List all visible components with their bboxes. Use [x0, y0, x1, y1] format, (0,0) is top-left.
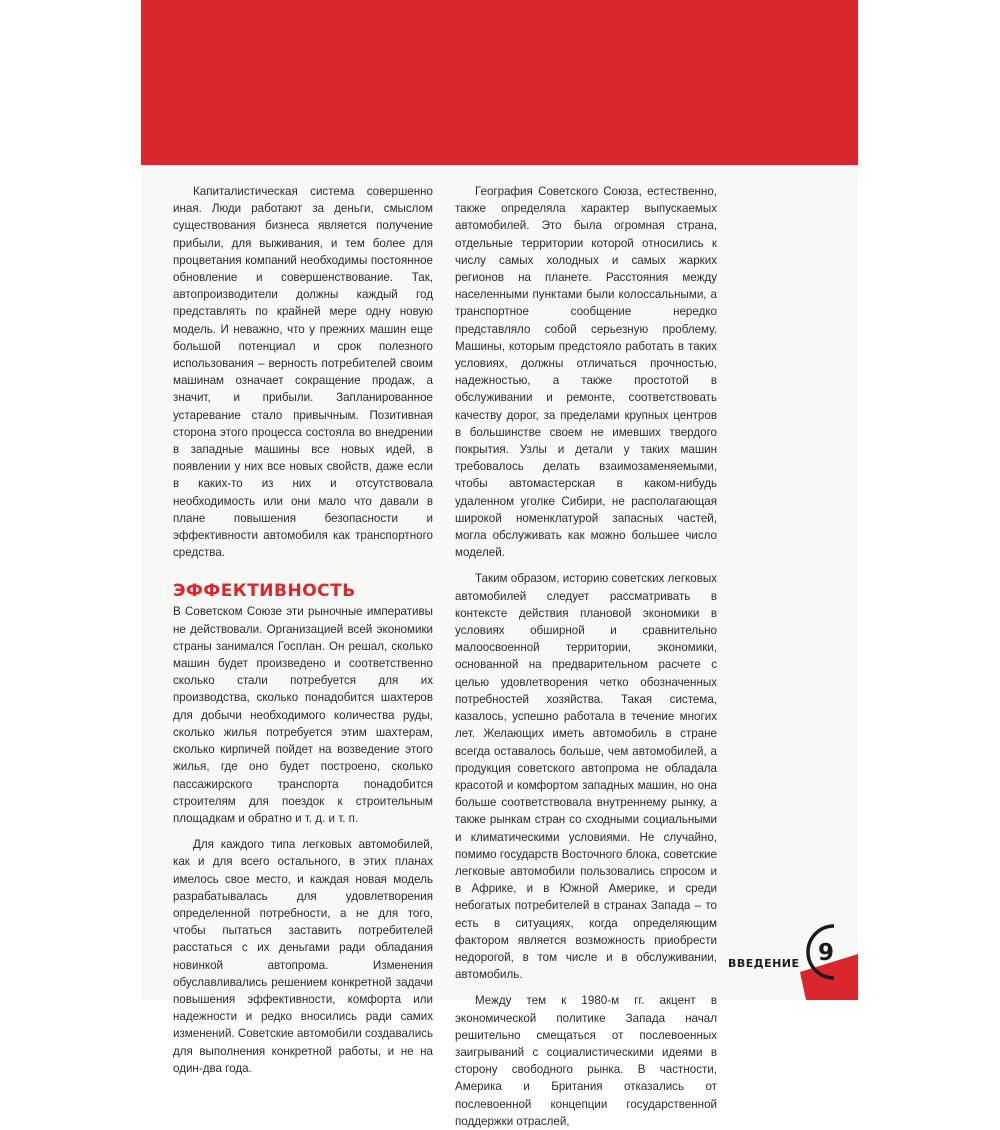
header-red-band	[141, 0, 858, 165]
section-heading: ЭФФЕКТИВНОСТЬ	[173, 581, 356, 602]
section-label: ВВЕДЕНИЕ	[728, 957, 800, 970]
body-paragraph: Таким образом, историю советских легковых автомобилей следует рассматривать в контексте действия плановой экономики в условиях обширной и сравнительно малоосвоенной территории, экономики, основанной на предварительном расчете с целью удовлетворения четко обозначенных потребностей хозяйства. Такая система, казалось, успешно работала в течение многих лет. Желающих иметь автомобиль в стране всегда оставалось больше, чем автомобилей, а продукция советского автопрома не обладала красотой и комфортом западных машин, но она больше соответствовала внутреннему рынку, а также рынкам стран со сходными социальными и климатическими условиями. Не случайно, помимо государств Восточного блока, советские легковые автомобили пользовались спросом и в Африке, и в Южной Америке, и среди небогатых потребителей в странах Запада – то есть в ситуациях, когда определяющим фактором является возможность приобрести недорогой, в том числе и в обслуживании, автомобиль.	[455, 572, 717, 982]
left-column	[173, 183, 433, 1077]
body-paragraph: Капиталистическая система совершенно иная. Люди работают за деньги, смыслом существования бизнеса является получение прибыли, для выживания, и тем более для процветания компаний необходимы постоянное обновление и совершенствование. Так, автопроизводители должны каждый год представлять по крайней мере одну новую модель. И неважно, что у прежних машин еще большой потенциал и срок полезного использования – верность потребителей своим машинам означает сокращение продаж, а значит, и прибыли. Запланированное устаревание стало привычным. Позитивная сторона этого процесса состояла во внедрении в западные машины все новых идей, в появлении у них все новых свойств, даже если в каких-то из них и отсутствовала необходимость или они мало что давали в плане повышения безопасности и эффективности автомобиля как транспортного средства.	[173, 185, 433, 560]
body-paragraph: В Советском Союзе эти рыночные императивы не действовали. Организацией всей экономики страны занимался Госплан. Он решал, сколько машин будет произведено и соответственно сколько стали потребуется для их производства, сколько понадобится шахтеров для добычи необходимого количества руды, сколько жилья потребуется этим шахтерам, сколько кирпичей пойдет на возведение этого жилья, где оно будет построено, сколько пассажирского транспорта понадобится строителям для поездок к строительным площадкам и обратно и т. д. и т. п.	[173, 605, 433, 825]
body-paragraph: Между тем к 1980-м гг. акцент в экономической политике Запада начал решительно смещаться от послевоенных заигрываний с социалистическими идеями в сторону свободного рынка. В частности, Америка и Британия отказались от послевоенной концепции государственной поддержки отраслей,	[455, 994, 717, 1128]
page-number-badge	[780, 920, 858, 1000]
page-number: 9	[817, 940, 835, 966]
right-column	[455, 183, 717, 1130]
body-paragraph: География Советского Союза, естественно, также определяла характер выпускаемых автомобилей. Это была огромная страна, отдельные территории которой относились к числу самых холодных и самых жарких регионов на планете. Расстояния между населенными пунктами были колоссальными, а транспортное сообщение нередко представляло собой серьезную проблему. Машины, которым предстояло работать в таких условиях, должны отличаться прочностью, надежностью, а также простотой в обслуживании и ремонте, соответствовать качеству дорог, за пределами крупных центров в большинстве своем не имевших твердого покрытия. Узлы и детали у таких машин требовалось делать взаимозаменяемыми, чтобы автомастерская в каком-нибудь удаленном уголке Сибири, не располагающая широкой номенклатурой запасных частей, могла обслуживать как можно большее число моделей.	[455, 185, 717, 560]
body-paragraph: Для каждого типа легковых автомобилей, как и для всего остального, в этих планах имелось свое место, и каждая новая модель разрабатывалась для удовлетворения определенной потребности, а не для того, чтобы пытаться заставить потребителей расстаться с их деньгами ради обладания новинкой автопрома. Изменения обуславливались решением конкретной задачи повышения эффективности, комфорта или надежности и редко вносились ради самих изменений. Советские автомобили создавались для выполнения конкретной работы, и не на один-два года.	[173, 838, 434, 1075]
